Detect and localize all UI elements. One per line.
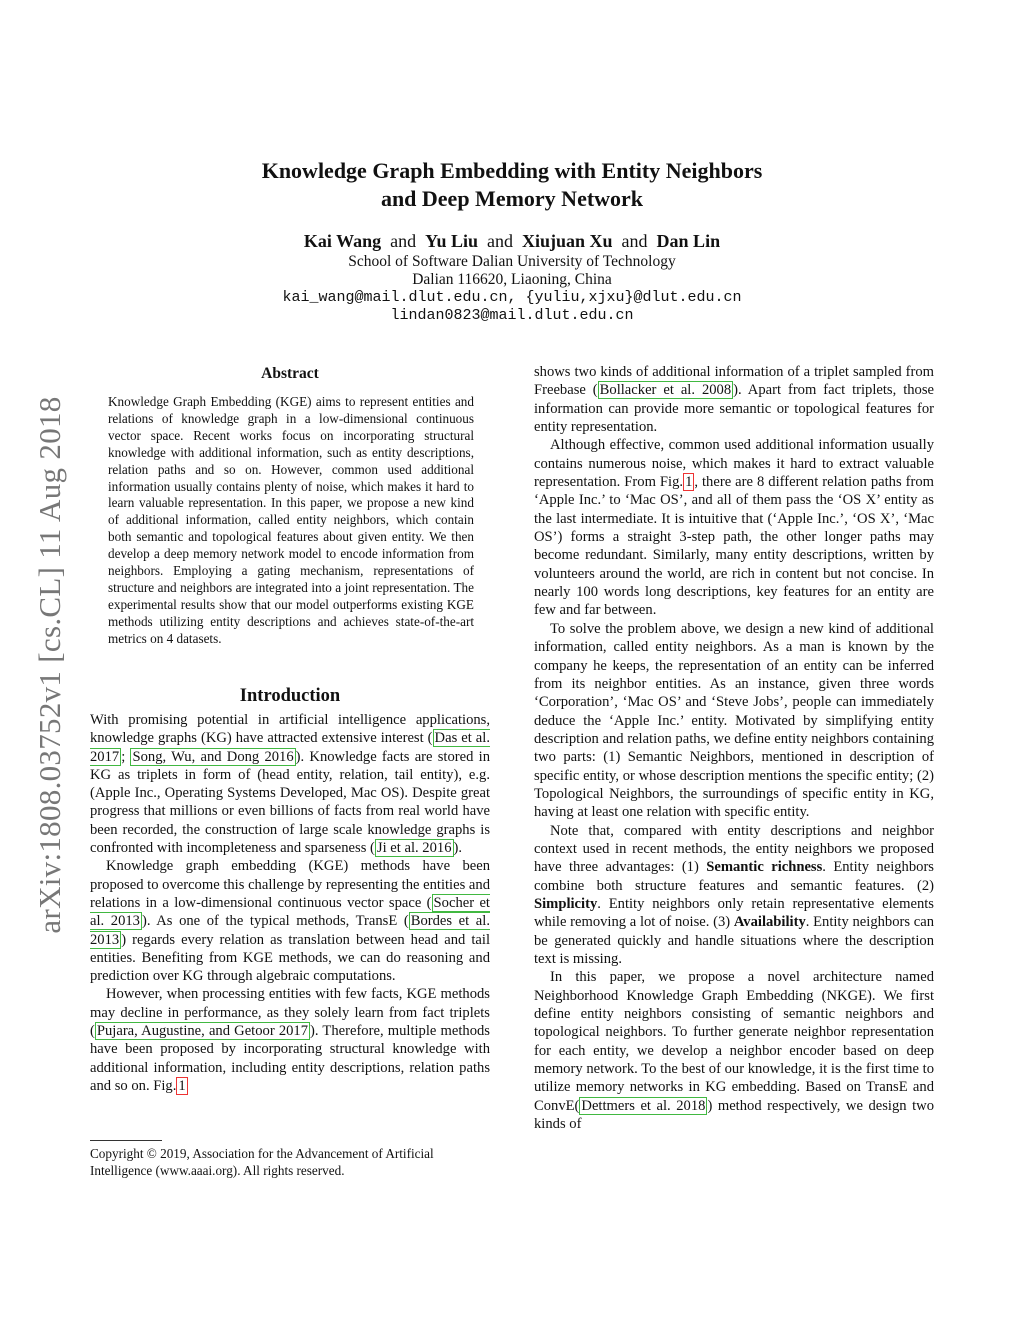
author-3: Xiujuan Xu (522, 231, 613, 251)
abstract-heading: Abstract (261, 365, 319, 382)
introduction-body (90, 711, 490, 1095)
citation-link[interactable]: Bollacker et al. 2008 (599, 382, 732, 399)
introduction-heading: Introduction (239, 686, 341, 706)
arxiv-identifier: arXiv:1808.03752v1 [cs.CL] 11 Aug 2018 (32, 396, 67, 934)
figure-reference-link[interactable]: 1 (178, 1077, 186, 1094)
citation-link[interactable]: Pujara, Augustine, and Getoor 2017 (96, 1023, 309, 1040)
citation-link[interactable]: Socher et al. 2013 (90, 894, 490, 930)
affiliation (0, 253, 1024, 325)
affiliation-school: School of Software Dalian University of Technology (348, 253, 676, 270)
citation-link[interactable]: Ji et al. 2016 (376, 840, 452, 857)
abstract-text: Knowledge Graph Embedding (KGE) aims to represent entities and relations of knowledge graph in a low-dimensional continuous vector space. Recent works focus on incorporating structural knowledge with additional information, such as entity descriptions, relation paths and so on. However, common used additional information usually contains plenty of noise, which makes it hard to learn valuable representation. In this paper, we propose a new kind of additional information, called entity neighbors, which contain both semantic and topological features about given entity. We then develop a deep memory network model to encode information from neighbors. Employing a gating mechanism, representations of structure and neighbors are integrated into a joint representation. The experimental results show that our model outperforms existing KGE methods utilizing entity descriptions and achieves state-of-the-art metrics on 4 datasets. (108, 394, 474, 646)
citation-link[interactable]: Dettmers et al. 2018 (581, 1097, 706, 1114)
title-line-1: Knowledge Graph Embedding with Entity Neighbors (261, 158, 763, 183)
right-paragraph-5: In this paper, we propose a novel architecture named Neighborhood Knowledge Graph Embedding (NKGE). We first define entity neighbors consisting of semantic neighbors and topological neighbors. To further generate neighbor representation for each entity, we develop a neighbor encoder based on deep memory network. To the best of our knowledge, it is the first time to utilize memory networks in KG embedding. Based on TransE and ConvE( Dettmers et al. 2018 ) method respectively, we design two kinds of (534, 969, 934, 1133)
author-list: Kai Wang and Yu Liu and Xiujuan Xu and Dan Lin (303, 231, 721, 251)
right-paragraph-3: To solve the problem above, we design a new kind of additional information, called entity neighbors. As a man is known by the company he keeps, the representation of an entity can be inferred from its neighbor entities. As an instance, given three words ‘Corporation’, ‘Mac OS’ and ‘Steve Jobs’, people can immediately deduce the ‘Apple Inc.’ entity. Motivated by simplifying entity description and relation paths, we define entity neighbors containing two parts: (1) Semantic Neighbors, mentioned in description of specific entity, or whose description mentions the specific entity; (2) Topological Neighbors, the surroundings of specific entity in KG, having at least one relation with specific entity. (534, 620, 935, 821)
email-line-1: kai_wang@mail.dlut.edu.cn, {yuliu,xjxu}@dlut.edu.cn (282, 289, 742, 306)
affiliation-address: Dalian 116620, Liaoning, China (412, 271, 612, 288)
paper-title (0, 157, 1024, 213)
email-line-2: lindan0823@mail.dlut.edu.cn (390, 307, 634, 324)
figure-reference-link[interactable]: 1 (685, 474, 693, 491)
right-paragraph-2: Although effective, common used additional information usually contains numerous noise, which makes it hard to extract valuable representation. From Fig. 1 , there are 8 different relation paths from ‘Apple Inc.’ to ‘Mac OS’, and all of them pass the ‘OS X’ entity as the last intermediate. It is intuitive that (‘Apple Inc.’, ‘OS X’, ‘Mac OS’) forms a straight 3-step path, the other longer paths may become redundant. Similarly, many entity descriptions, written by volunteers around the world, are rich in content but not concise. In nearly 100 words long descriptions, key features for an entity are few and far between. (534, 437, 934, 619)
citation-link[interactable]: Bordes et al. 2013 (90, 913, 490, 948)
copyright-notice: Copyright © 2019, Association for the Advancement of Artificial Intelligence (www.aaai.org). All rights reserved. (90, 1146, 434, 1178)
intro-paragraph-1: With promising potential in artificial intelligence applications, knowledge graphs (KG) have attracted extensive interest ( Das et al. 2017 ; Song, Wu, and Dong 2016 ). Knowledge facts are stored in KG as triplets in form of (head entity, relation, tail entity), e.g. (Apple Inc., Operating Systems Developed, Mac OS). Despite great progress that millions or even billions of facts from real world have been recorded, the construction of large scale knowledge graphs is confronted with incompleteness and sparseness ( Ji et al. 2016 ). (90, 712, 491, 857)
right-paragraph-1: shows two kinds of additional information of a triplet sampled from Freebase ( Bollacker et al. 2008 ). Apart from fact triplets, those information can provide more semantic or topological features for entity representation. (534, 364, 935, 436)
intro-paragraph-3: However, when processing entities with few facts, KGE methods may decline in performance, as they solely learn from fact triplets ( Pujara, Augustine, and Getoor 2017 ). Therefore, multiple methods have been proposed by incorporating structural knowledge with additional information, including entity descriptions, relation paths and so on. Fig. 1 (90, 986, 490, 1094)
citation-link[interactable]: Das et al. 2017 (90, 730, 490, 765)
intro-paragraph-2: Knowledge graph embedding (KGE) methods have been proposed to overcome this challenge by representing the entities and relations in a low-dimensional continuous vector space ( Socher et al. 2013 ). As one of the typical methods, TransE ( Bordes et al. 2013 ) regards every relation as translation between head and tail entities. Benefiting from KGE methods, we can do reasoning and prediction over KG through algebraic computations. (90, 858, 490, 985)
author-2: Yu Liu (425, 231, 478, 251)
author-1: Kai Wang (303, 231, 382, 251)
citation-link[interactable]: Song, Wu, and Dong 2016 (132, 748, 294, 765)
author-4: Dan Lin (656, 231, 721, 251)
footnote-rule (90, 1140, 162, 1141)
right-paragraph-4: Note that, compared with entity descriptions and neighbor context used in recent methods, the entity neighbors we proposed have three advantages: (1) Semantic richness. Entity neighbors combine both structure features and semantic features. (2) Simplicity. Entity neighbors only retain representative elements while removing a lot of noise. (3) Availability. Entity neighbors can be generated quickly and handle situations where the description text is missing. (534, 822, 935, 967)
title-line-2: and Deep Memory Network (380, 186, 644, 211)
right-column-body (534, 363, 934, 1133)
